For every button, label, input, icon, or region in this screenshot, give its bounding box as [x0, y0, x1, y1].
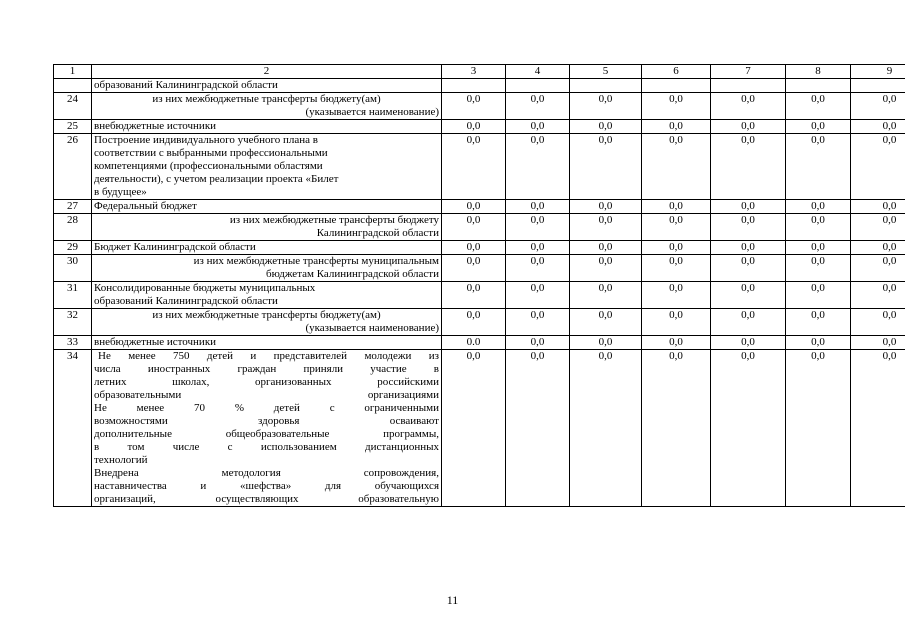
- table-row: [54, 255, 905, 282]
- value-cell: 0,0: [642, 120, 711, 134]
- table-row: [54, 200, 905, 214]
- value-cell: 0,0: [570, 309, 642, 336]
- description-line: деятельности), с учетом реализации проекта «Билет: [94, 173, 339, 185]
- value-cell: 0,0: [851, 282, 905, 309]
- value-cell: 0,0: [711, 350, 786, 507]
- value-cell: 0,0: [642, 241, 711, 255]
- row-number: 32: [54, 309, 92, 336]
- description-line: Калининградской области: [316, 227, 439, 239]
- value-cell: 0,0: [570, 350, 642, 507]
- row-description: [92, 214, 442, 241]
- row-number: 30: [54, 255, 92, 282]
- row-description: [92, 350, 442, 507]
- description-line: образовательными организациями: [94, 389, 439, 401]
- header-cell: 6: [642, 65, 711, 79]
- table-row: [54, 282, 905, 309]
- description-line: дополнительные общеобразовательные программы,: [94, 428, 439, 440]
- value-cell: 0,0: [442, 120, 506, 134]
- value-cell: [642, 79, 711, 93]
- description-line: Консолидированные бюджеты муниципальных: [94, 282, 316, 294]
- description-line: соответствии с выбранными профессиональными: [94, 147, 328, 159]
- description-line: (указывается наименование): [305, 106, 439, 118]
- value-cell: 0,0: [506, 214, 570, 241]
- row-number: 28: [54, 214, 92, 241]
- table-body: [54, 65, 905, 507]
- header-cell: 8: [786, 65, 851, 79]
- value-cell: 0,0: [442, 282, 506, 309]
- value-cell: 0,0: [642, 336, 711, 350]
- value-cell: 0,0: [851, 255, 905, 282]
- value-cell: 0,0: [506, 120, 570, 134]
- table-row: [54, 214, 905, 241]
- value-cell: 0,0: [851, 309, 905, 336]
- description-line: бюджетам Калининградской области: [266, 268, 439, 280]
- value-cell: 0,0: [506, 282, 570, 309]
- value-cell: 0,0: [786, 336, 851, 350]
- description-line: технологий: [94, 454, 148, 466]
- value-cell: 0,0: [642, 255, 711, 282]
- row-description: [92, 309, 442, 336]
- value-cell: 0,0: [851, 134, 905, 200]
- table-row: [54, 309, 905, 336]
- value-cell: 0,0: [642, 200, 711, 214]
- description-line: Не менее 750 детей и представителей молодежи из: [98, 350, 439, 362]
- row-number: 25: [54, 120, 92, 134]
- value-cell: 0,0: [711, 241, 786, 255]
- value-cell: 0,0: [642, 214, 711, 241]
- row-description: [92, 200, 442, 214]
- value-cell: 0,0: [570, 336, 642, 350]
- value-cell: 0,0: [442, 350, 506, 507]
- value-cell: 0,0: [506, 350, 570, 507]
- table-row: [54, 241, 905, 255]
- value-cell: 0,0: [506, 134, 570, 200]
- value-cell: 0,0: [506, 241, 570, 255]
- value-cell: 0,0: [711, 336, 786, 350]
- value-cell: 0,0: [851, 93, 905, 120]
- row-description: [92, 336, 442, 350]
- description-line: внебюджетные источники: [94, 120, 217, 132]
- value-cell: 0,0: [506, 93, 570, 120]
- value-cell: 0.0: [442, 336, 506, 350]
- value-cell: 0,0: [711, 120, 786, 134]
- row-number: 24: [54, 93, 92, 120]
- value-cell: 0,0: [786, 309, 851, 336]
- value-cell: 0,0: [642, 134, 711, 200]
- description-line: организаций, осуществляющих образовательную: [94, 493, 439, 505]
- value-cell: 0,0: [506, 255, 570, 282]
- description-line: Федеральный бюджет: [94, 200, 197, 212]
- value-cell: 0,0: [442, 93, 506, 120]
- value-cell: 0,0: [570, 134, 642, 200]
- value-cell: 0,0: [711, 134, 786, 200]
- row-description: [92, 134, 442, 200]
- table-row: [54, 93, 905, 120]
- value-cell: 0,0: [642, 309, 711, 336]
- header-cell: 2: [92, 65, 442, 79]
- value-cell: 0,0: [851, 214, 905, 241]
- description-line: Бюджет Калининградской области: [94, 241, 256, 253]
- value-cell: 0,0: [506, 336, 570, 350]
- header-cell: 3: [442, 65, 506, 79]
- value-cell: 0,0: [711, 255, 786, 282]
- value-cell: 0,0: [851, 200, 905, 214]
- description-line: летних школах, организованных российскими: [94, 376, 439, 388]
- row-description: [92, 241, 442, 255]
- value-cell: 0,0: [851, 350, 905, 507]
- value-cell: 0,0: [570, 214, 642, 241]
- description-line: в том числе с использованием дистанционных: [94, 441, 439, 453]
- value-cell: [506, 79, 570, 93]
- value-cell: 0,0: [786, 93, 851, 120]
- description-line: из них межбюджетные трансферты бюджету(ам): [152, 93, 381, 105]
- header-cell: 9: [851, 65, 905, 79]
- value-cell: 0,0: [570, 282, 642, 309]
- value-cell: 0,0: [711, 200, 786, 214]
- header-row: [54, 65, 905, 79]
- value-cell: 0,0: [711, 309, 786, 336]
- value-cell: 0,0: [642, 350, 711, 507]
- value-cell: 0,0: [570, 255, 642, 282]
- row-description: [92, 282, 442, 309]
- value-cell: 0,0: [786, 200, 851, 214]
- value-cell: [570, 79, 642, 93]
- row-number: 31: [54, 282, 92, 309]
- description-line: возможностями здоровья осваивают: [94, 415, 439, 427]
- row-description: [92, 93, 442, 120]
- row-number: 29: [54, 241, 92, 255]
- value-cell: [711, 79, 786, 93]
- description-line: Не менее 70 % детей с ограниченными: [94, 402, 439, 414]
- description-line: образований Калининградской области: [94, 79, 278, 91]
- value-cell: 0,0: [442, 134, 506, 200]
- row-number: 26: [54, 134, 92, 200]
- value-cell: 0,0: [851, 241, 905, 255]
- value-cell: [442, 79, 506, 93]
- value-cell: 0,0: [570, 241, 642, 255]
- description-line: внебюджетные источники: [94, 336, 217, 348]
- budget-table: [53, 64, 905, 507]
- value-cell: [786, 79, 851, 93]
- row-number: 33: [54, 336, 92, 350]
- row-number: 34: [54, 350, 92, 507]
- description-line: Внедрена методология сопровождения,: [94, 467, 439, 479]
- value-cell: 0,0: [786, 241, 851, 255]
- description-line: образований Калининградской области: [94, 295, 278, 307]
- value-cell: 0,0: [506, 309, 570, 336]
- value-cell: 0,0: [570, 93, 642, 120]
- description-line: числа иностранных граждан приняли участие в: [94, 363, 439, 375]
- description-line: (указывается наименование): [305, 322, 439, 334]
- row-number: 27: [54, 200, 92, 214]
- description-line: Построение индивидуального учебного плана в: [94, 134, 318, 146]
- page-number: 11: [446, 593, 459, 607]
- value-cell: 0,0: [442, 255, 506, 282]
- row-description: [92, 255, 442, 282]
- row-description: [92, 79, 442, 93]
- value-cell: 0,0: [570, 120, 642, 134]
- value-cell: 0,0: [442, 241, 506, 255]
- table-row: [54, 120, 905, 134]
- value-cell: [851, 79, 905, 93]
- value-cell: 0,0: [786, 134, 851, 200]
- value-cell: 0,0: [442, 309, 506, 336]
- table-row: [54, 134, 905, 200]
- description-line: компетенциями (профессиональными областями: [94, 160, 323, 172]
- value-cell: 0,0: [851, 120, 905, 134]
- description-line: из них межбюджетные трансферты бюджету: [229, 214, 439, 226]
- value-cell: 0,0: [786, 282, 851, 309]
- value-cell: 0,0: [711, 214, 786, 241]
- table-row: [54, 350, 905, 507]
- value-cell: 0,0: [786, 120, 851, 134]
- value-cell: 0,0: [786, 350, 851, 507]
- header-cell: 5: [570, 65, 642, 79]
- description-line: из них межбюджетные трансферты бюджету(ам): [152, 309, 381, 321]
- value-cell: 0,0: [851, 336, 905, 350]
- value-cell: 0,0: [570, 200, 642, 214]
- value-cell: 0,0: [786, 255, 851, 282]
- value-cell: 0,0: [786, 214, 851, 241]
- value-cell: 0,0: [642, 93, 711, 120]
- value-cell: 0,0: [442, 214, 506, 241]
- header-cell: 4: [506, 65, 570, 79]
- header-cell: 1: [54, 65, 92, 79]
- value-cell: 0,0: [711, 282, 786, 309]
- table-row: [54, 79, 905, 93]
- description-line: из них межбюджетные трансферты муниципальным: [193, 255, 439, 267]
- value-cell: 0,0: [642, 282, 711, 309]
- description-line: в будущее»: [94, 186, 147, 198]
- description-line: наставничества и «шефства» для обучающихся: [94, 480, 439, 492]
- header-cell: 7: [711, 65, 786, 79]
- value-cell: 0,0: [442, 200, 506, 214]
- row-number: [54, 79, 92, 93]
- value-cell: 0,0: [506, 200, 570, 214]
- value-cell: 0,0: [711, 93, 786, 120]
- table-row: [54, 336, 905, 350]
- row-description: [92, 120, 442, 134]
